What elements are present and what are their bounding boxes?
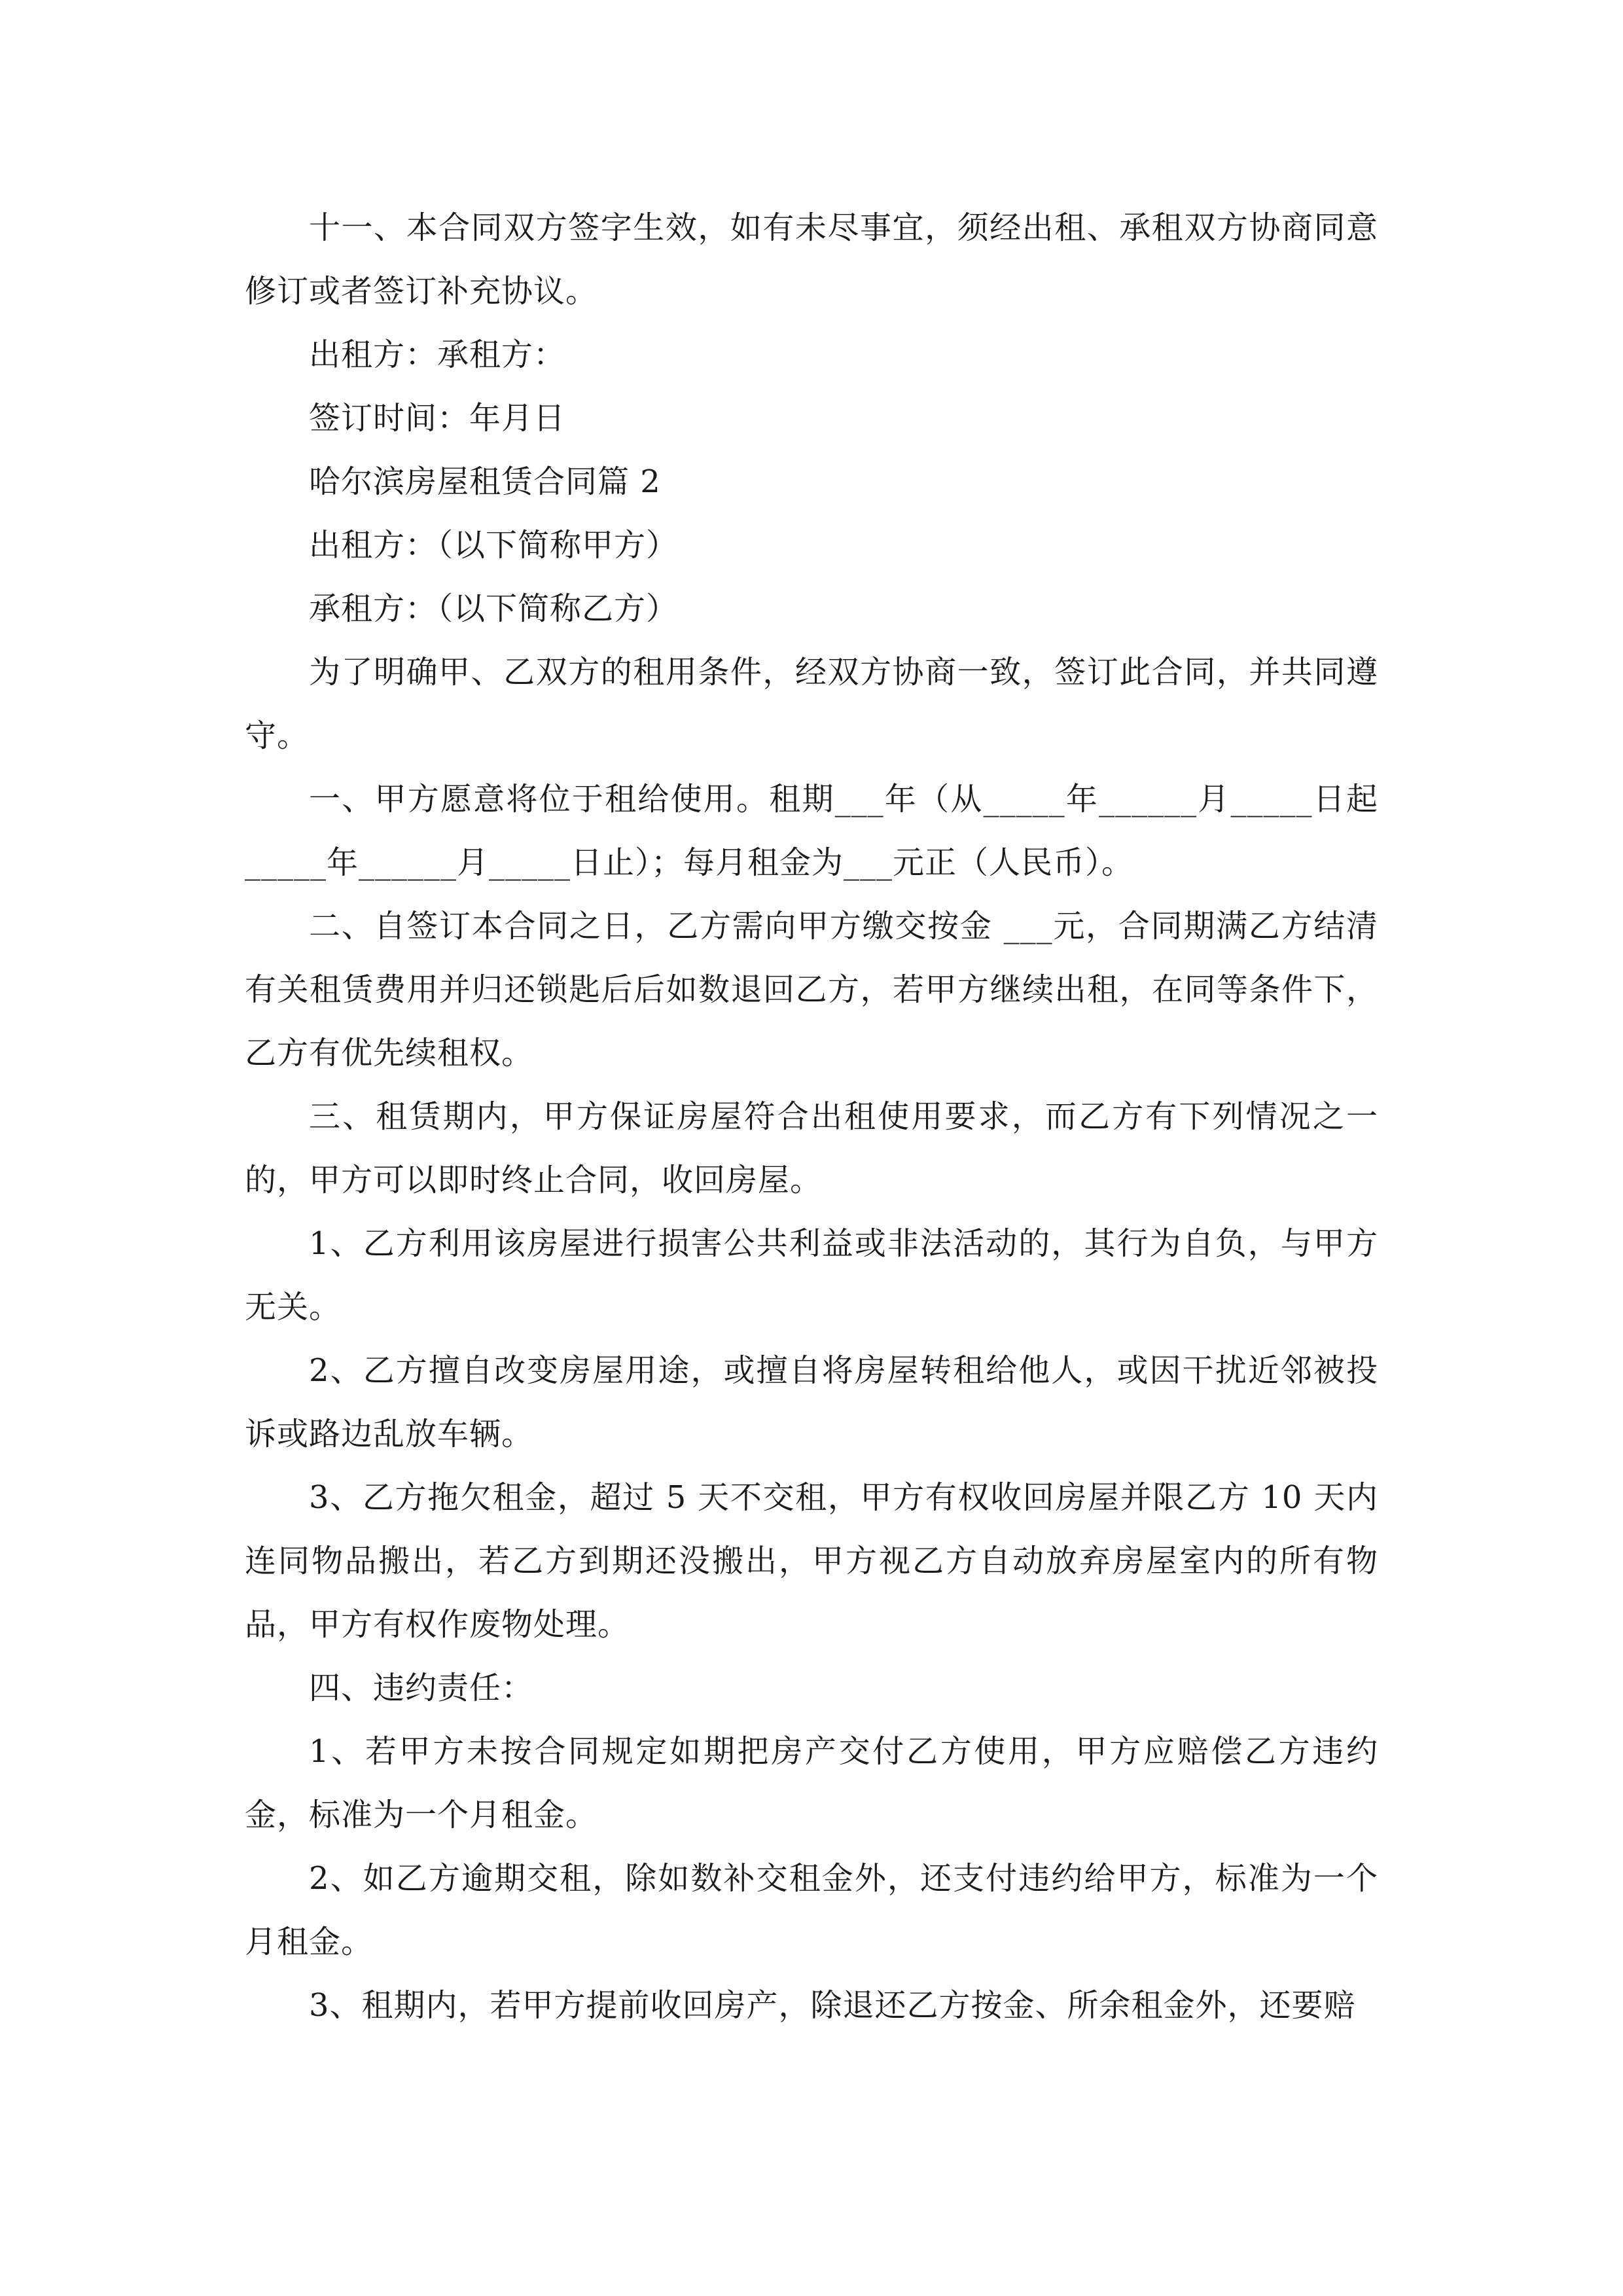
lessor-line: 出租方：（以下简称甲方） [309, 527, 679, 564]
clause-4-item-2: 2、如乙方逾期交租，除如数补交租金外，还支付违约给甲方，标准为一个月租金。 [245, 1860, 1378, 1960]
preamble-paragraph: 为了明确甲、乙双方的租用条件，经双方协商一致，签订此合同，并共同遵守。 [245, 654, 1378, 754]
clause-4-item-1: 1、若甲方未按合同规定如期把房产交付乙方使用，甲方应赔偿乙方违约金，标准为一个月租金。 [245, 1733, 1378, 1833]
clause-3-paragraph: 三、租赁期内，甲方保证房屋符合出租使用要求，而乙方有下列情况之一的，甲方可以即时终止合同，收回房屋。 [245, 1098, 1378, 1198]
clause-4-heading: 四、违约责任： [309, 1670, 534, 1706]
contract-2-title: 哈尔滨房屋租赁合同篇 2 [309, 463, 661, 500]
clause-3-item-3: 3、乙方拖欠租金，超过 5 天不交租，甲方有权收回房屋并限乙方 10 天内连同物品搬出，若乙方到期还没搬出，甲方视乙方自动放弃房屋室内的所有物品，甲方有权作废物处理。 [245, 1479, 1378, 1643]
lessee-line: 承租方：（以下简称乙方） [309, 590, 679, 627]
clause-11-paragraph: 十一、本合同双方签字生效，如有未尽事宜，须经出租、承租双方协商同意修订或者签订补充协议。 [245, 209, 1378, 310]
signing-date-line: 签订时间：年月日 [309, 400, 566, 437]
clause-3-item-1: 1、乙方利用该房屋进行损害公共利益或非法活动的，其行为自负，与甲方无关。 [245, 1225, 1378, 1325]
clause-2-paragraph: 二、自签订本合同之日，乙方需向甲方缴交按金 ___元，合同期满乙方结清有关租赁费用并归还锁匙后后如数退回乙方，若甲方继续出租，在同等条件下，乙方有优先续租权。 [245, 908, 1378, 1071]
clause-3-item-2: 2、乙方擅自改变房屋用途，或擅自将房屋转租给他人，或因干扰近邻被投诉或路边乱放车辆。 [245, 1352, 1378, 1452]
clause-4-item-3: 3、租期内，若甲方提前收回房产，除退还乙方按金、所余租金外，还要赔 [309, 1987, 1356, 2024]
clause-1-paragraph: 一、甲方愿意将位于租给使用。租期___年（从_____年______月_____日起_____年______月_____日止）；每月租金为___元正（人民币）。 [245, 781, 1378, 881]
signature-parties-line: 出租方：承租方： [309, 336, 566, 373]
contract-body [245, 196, 1378, 2037]
